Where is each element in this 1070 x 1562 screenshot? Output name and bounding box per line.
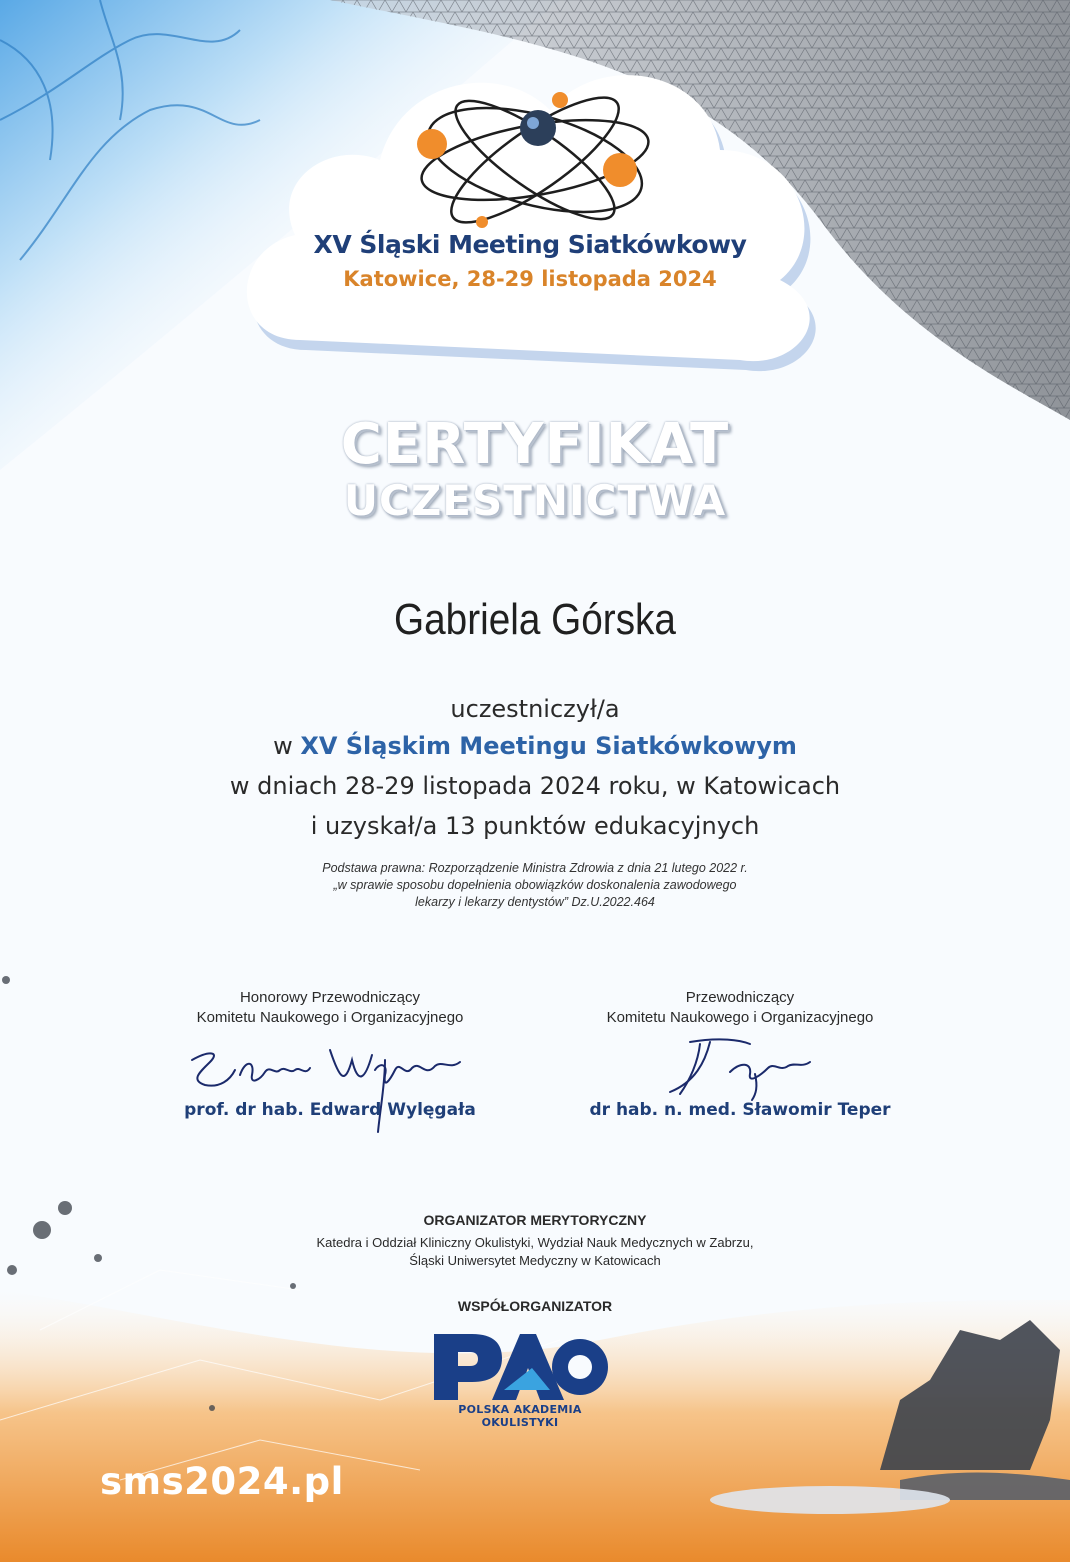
participant-name: Gabriela Górska [394,595,676,644]
body-line-3: w dniach 28-29 listopada 2024 roku, w Katowicach [229,772,841,800]
body-line-4: i uzyskał/a 13 punktów edukacyjnych [310,812,760,840]
organizer-heading: ORGANIZATOR MERYTORYCZNY [423,1212,647,1228]
atom-logo-icon [410,80,660,240]
signature-left-role-2: Komitetu Naukowego i Organizacyjnego [196,1009,464,1026]
signature-block-left [120,988,540,1028]
legal-basis [0,860,1070,911]
legal-line-2: „w sprawie sposobu dopełnienia obowiązków doskonalenia zawodowego [333,878,737,892]
event-header [240,40,820,370]
body-line-1: uczestniczył/a [450,695,620,723]
co-organizer-heading: WSPÓŁORGANIZATOR [457,1298,613,1314]
event-name-highlight: XV Śląskim Meetingu Siatkówkowym [300,732,797,760]
legal-line-1: Podstawa prawna: Rozporządzenie Ministra Zdrowia z dnia 21 lutego 2022 r. [322,861,748,875]
certificate-title: CERTYFIKAT [340,412,730,477]
organizer-line-2: Śląski Uniwersytet Medyczny w Katowicach [409,1253,661,1268]
signature-left-name: prof. dr hab. Edward Wylęgała [184,1100,476,1120]
organizer-line-1: Katedra i Oddział Kliniczny Okulistyki, Wydział Nauk Medycznych w Zabrzu, [316,1235,754,1250]
event-subtitle: Katowice, 28-29 listopada 2024 [343,267,717,291]
pao-logo-subtitle: POLSKA AKADEMIA OKULISTYKI [458,1403,582,1429]
signature-left-handwriting [180,1040,480,1135]
certificate-subtitle: UCZESTNICTWA [343,476,727,525]
legal-line-3: lekarzy i lekarzy dentystów” Dz.U.2022.464 [415,895,655,909]
signature-right-role-1: Przewodniczący [685,989,795,1006]
pao-logo-icon [432,1330,608,1402]
website-url[interactable]: sms2024.pl [100,1460,344,1503]
body-line-2-prefix: w [273,732,301,760]
organizer-details [0,1234,1070,1270]
signature-right-handwriting [660,1032,830,1102]
signature-left-role-1: Honorowy Przewodniczący [239,989,421,1006]
signature-right-role-2: Komitetu Naukowego i Organizacyjnego [606,1009,874,1026]
event-title: XV Śląski Meeting Siatkówkowy [313,230,747,259]
body-line-2 [0,732,1070,760]
signature-block-right [530,988,950,1028]
signature-right-name: dr hab. n. med. Sławomir Teper [589,1100,891,1120]
